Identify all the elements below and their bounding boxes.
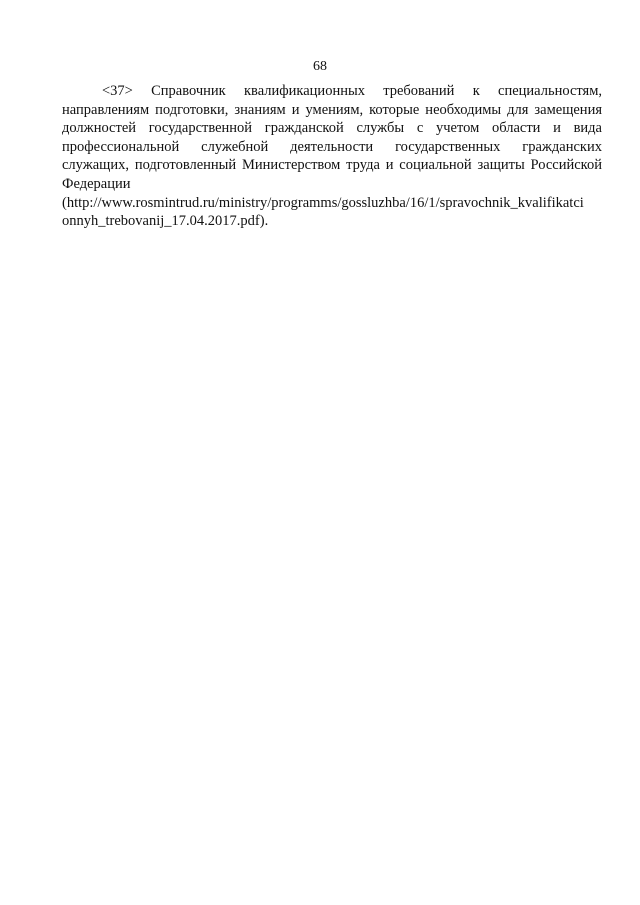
footnote-line: должностей государственной гражданской службы с учетом области и вида — [62, 120, 602, 137]
footnote-37 — [62, 82, 602, 231]
footnote-url-line: (http://www.rosmintrud.ru/ministry/programms/gossluzhba/16/1/spravochnik_kvalifikatci — [62, 194, 584, 211]
footnote-url-line: onnyh_trebovanij_17.04.2017.pdf). — [62, 213, 269, 230]
footnote-line: <37> Справочник квалификационных требований к специальностям, — [102, 83, 602, 99]
footnote-line: направлениям подготовки, знаниям и умениям, которые необходимы для замещения — [62, 101, 602, 118]
page-number: 68 — [313, 59, 327, 74]
footnote-line: Федерации — [62, 175, 131, 192]
footnote-line: профессиональной служебной деятельности государственных гражданских — [62, 138, 602, 155]
footnote-line: служащих, подготовленный Министерством труда и социальной защиты Российской — [62, 157, 602, 174]
